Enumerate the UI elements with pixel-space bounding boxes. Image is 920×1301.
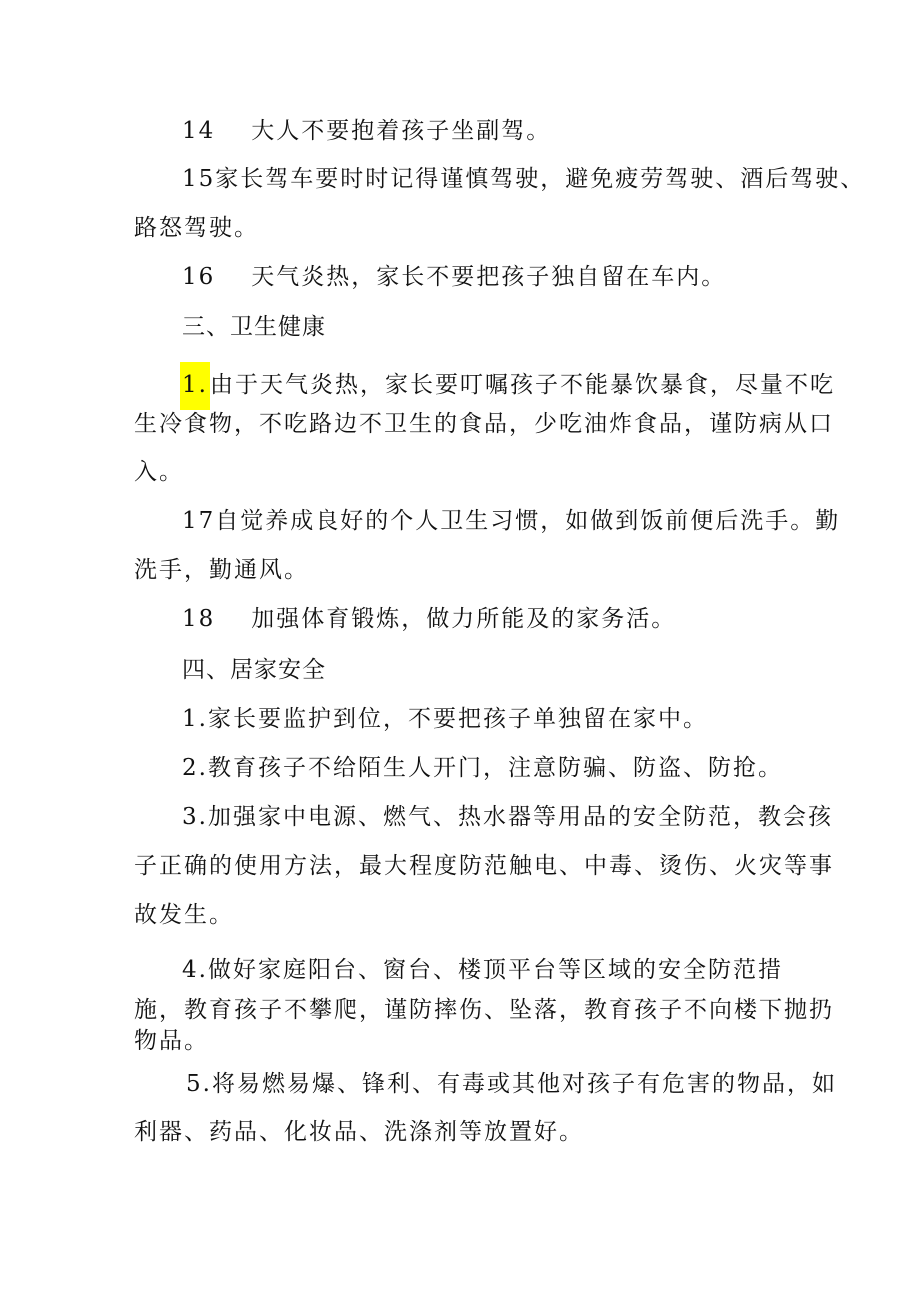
item-number: 4 (182, 957, 199, 983)
item-number: 15 (182, 166, 216, 192)
home-item-4-line-1 (182, 955, 783, 985)
health-item-1-line-2: 生冷食物，不吃路边不卫生的食品，少吃油炸食品，谨防病从口 (134, 411, 834, 437)
item-number: 18 (182, 606, 216, 632)
home-item-3-line-2: 子正确的使用方法，最大程度防范触电、中毒、烫伤、火灾等事 (134, 853, 834, 879)
item-number: 16 (182, 264, 216, 290)
item-17-line-1 (182, 506, 840, 536)
item-text: 自觉养成良好的个人卫生习惯，如做到饭前便后洗手。勤 (215, 508, 841, 534)
home-item-2 (182, 753, 783, 783)
home-item-3-line-1 (182, 802, 833, 832)
home-item-3-line-3: 故发生。 (134, 902, 234, 928)
highlighted-item-number: 1. (180, 362, 210, 410)
section-heading-home-safety: 四、居家安全 (182, 657, 326, 683)
item-number: 3 (182, 804, 199, 830)
item-text: 加强体育锻炼，做力所能及的家务活。 (251, 606, 677, 632)
item-15-line-2: 路怒驾驶。 (134, 215, 259, 241)
item-text: .将易燃易爆、锋利、有毒或其他对孩子有危害的物品，如 (202, 1071, 837, 1097)
home-item-4-line-2: 施，教育孩子不攀爬，谨防摔伤、坠落，教育孩子不向楼下抛扔 (134, 997, 834, 1023)
item-number: 2 (182, 755, 199, 781)
item-text: 由于天气炎热，家长要叮嘱孩子不能暴饮暴食，尽量不吃 (209, 372, 835, 398)
item-text: 大人不要抱着孩子坐副驾。 (251, 118, 552, 144)
health-item-1-line-3: 入。 (134, 459, 184, 485)
item-14 (182, 116, 551, 146)
item-text: .教育孩子不给陌生人开门，注意防骗、防盗、防抢。 (198, 755, 783, 781)
home-item-1 (182, 704, 708, 734)
item-16 (182, 262, 726, 292)
section-heading-health: 三、卫生健康 (182, 314, 326, 340)
health-item-1-line-1 (180, 362, 835, 410)
item-text: .家长要监护到位，不要把孩子单独留在家中。 (198, 706, 708, 732)
home-item-5-line-1 (186, 1069, 837, 1099)
item-text: .加强家中电源、燃气、热水器等用品的安全防范，教会孩 (198, 804, 833, 830)
home-item-4-line-3: 物品。 (134, 1028, 209, 1054)
item-number: 17 (182, 508, 216, 534)
item-text: 天气炎热，家长不要把孩子独自留在车内。 (251, 264, 727, 290)
item-15-line-1 (182, 164, 865, 194)
item-number: 14 (182, 118, 216, 144)
item-text: .做好家庭阳台、窗台、楼顶平台等区域的安全防范措 (198, 957, 783, 983)
home-item-5-line-2: 利器、药品、化妆品、洗涤剂等放置好。 (134, 1119, 584, 1145)
item-18 (182, 604, 676, 634)
item-17-line-2: 洗手，勤通风。 (134, 557, 309, 583)
item-text: 家长驾车要时时记得谨慎驾驶，避免疲劳驾驶、酒后驾驶、 (215, 166, 866, 192)
item-number: 1 (182, 706, 199, 732)
item-number: 5 (186, 1071, 203, 1097)
